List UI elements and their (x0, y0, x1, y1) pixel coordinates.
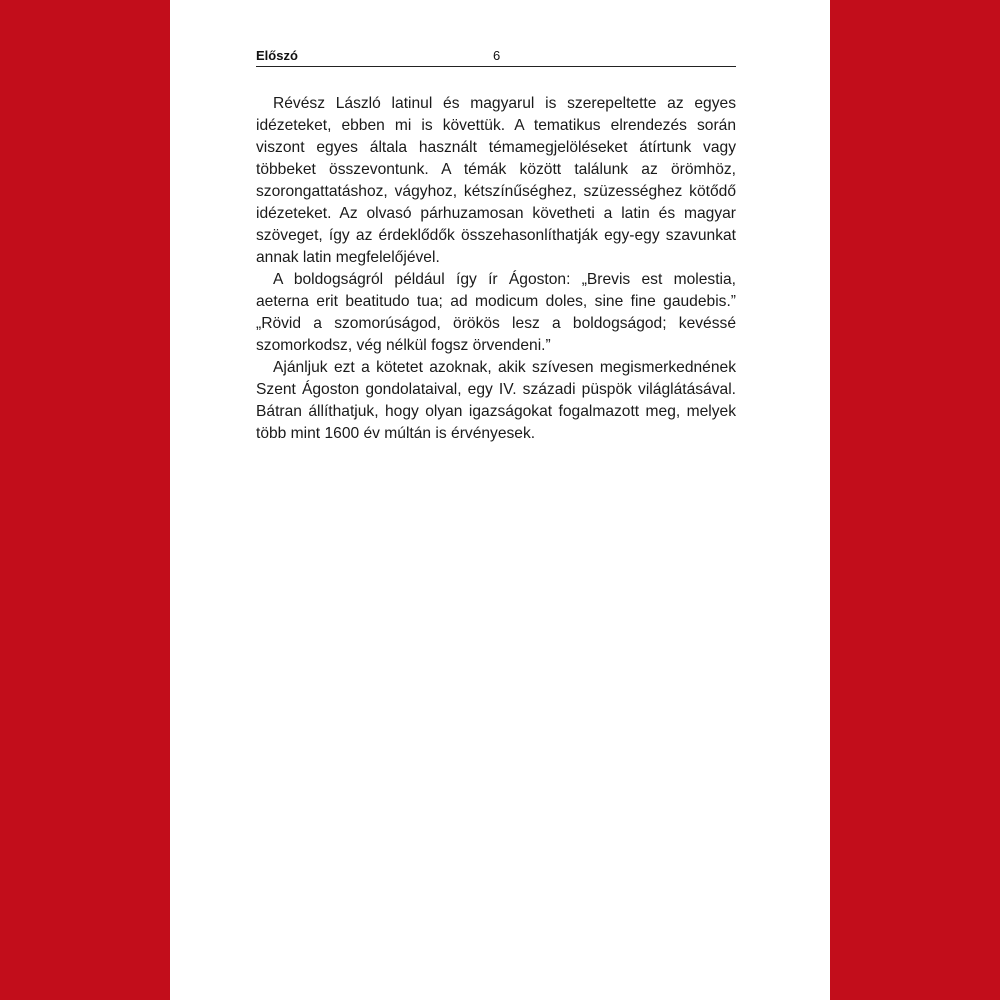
paragraph-1: Révész László latinul és magyarul is szerepeltette az egyes idézeteket, ebben mi is követtük. A tematikus elrendezés során viszont egyes általa használt témamegjelöléseket átírtunk vagy többeket összevontunk. A témák között találunk az örömhöz, szorongattatáshoz, vágyhoz, kétszínűséghez, szüzességhez kötődő idézeteket. Az olvasó párhuzamosan követheti a latin és magyar szöveget, így az érdeklődők összehasonlíthatják egy-egy szavunkat annak latin megfelelőjével. (256, 95, 736, 266)
paragraph-3: Ajánljuk ezt a kötetet azoknak, akik szívesen megismerkednének Szent Ágoston gondolataival, egy IV. századi püspök világlátásával. Bátran állíthatjuk, hogy olyan igazságokat fogalmazott meg, melyek több mint 1600 év múltán is érvényesek. (256, 359, 736, 442)
body-text (256, 93, 736, 445)
right-red-band (830, 0, 1000, 1000)
section-title: Előszó (256, 48, 298, 63)
left-red-band (0, 0, 170, 1000)
paragraph-2: A boldogságról például így ír Ágoston: „Brevis est molestia, aeterna erit beatitudo tua; ad modicum doles, sine fine gaudebis.” „Rövid a szomorúságod, örökös lesz a boldogságod; kevéssé szomorkodsz, vég nélkül fogsz örvendeni.” (256, 271, 736, 354)
book-page (170, 0, 830, 1000)
page-number: 6 (493, 48, 501, 63)
running-header (256, 46, 736, 67)
